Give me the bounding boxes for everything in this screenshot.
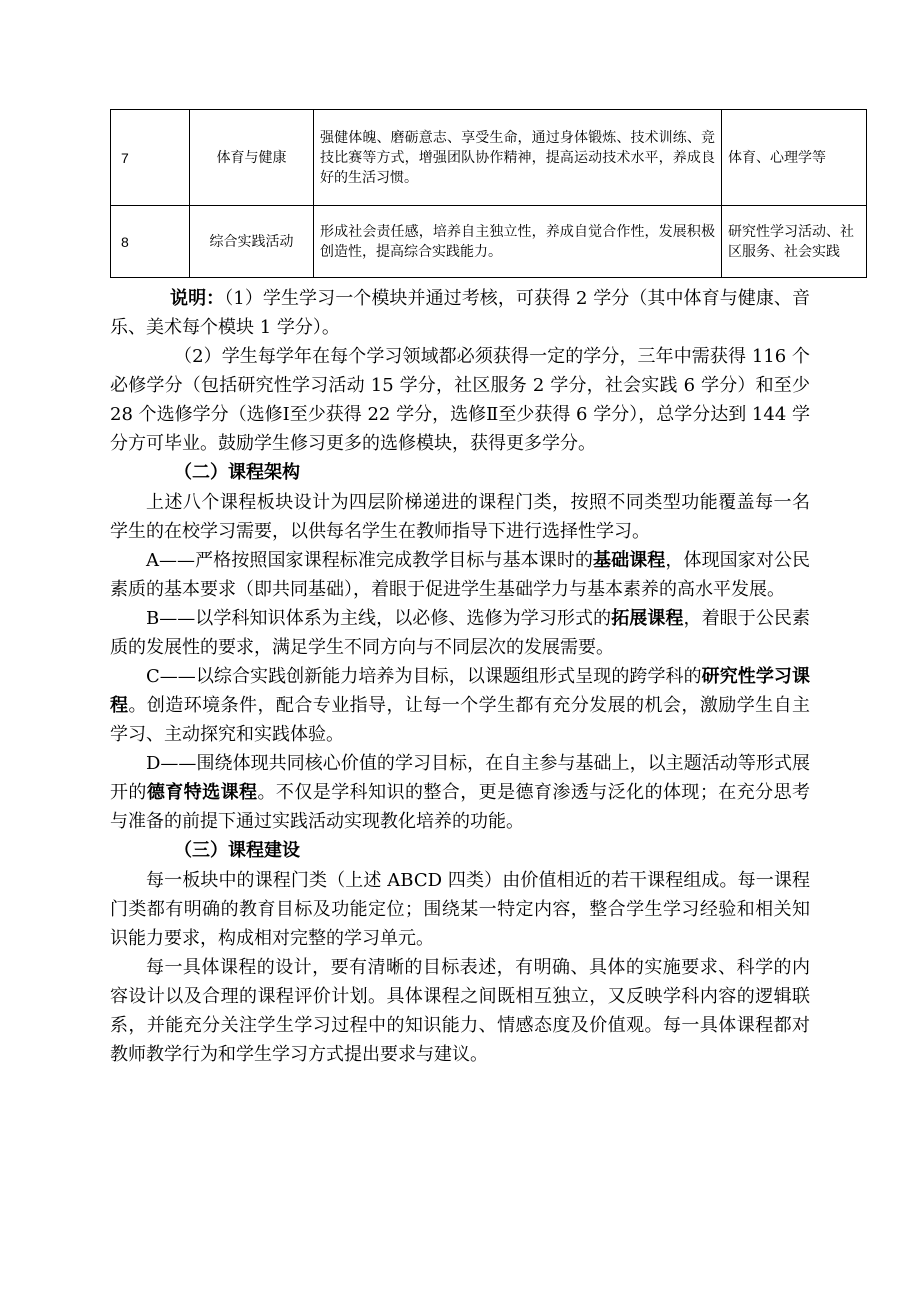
table-row — [111, 206, 867, 278]
learning-area: 体育与健康 — [190, 110, 314, 206]
learning-area: 综合实践活动 — [190, 206, 314, 278]
note-2: （2）学生每学年在每个学习领域都必须获得一定的学分，三年中需获得 116 个必修学分（包括研究性学习活动 15 学分，社区服务 2 学分，社会实践 6 学分）和至少 28 个选修学分（选修Ⅰ至少获得 22 学分，选修Ⅱ至少获得 6 学分），总学分达到 144 学分方可毕业。鼓励学生修习更多的选修模块，获得更多学分。 — [110, 346, 811, 454]
paragraph-c: C——以综合实践创新能力培养为目标，以课题组形式呈现的跨学科的研究性学习课程。创造环境条件，配合专业指导，让每一个学生都有充分发展的机会，激励学生自主学习、主动探究和实践体验。 — [110, 666, 811, 745]
note-1: 说明：（1）学生学习一个模块并通过考核，可获得 2 学分（其中体育与健康、音乐、美术每个模块 1 学分）。 — [110, 288, 810, 338]
subjects: 体育、心理学等 — [722, 110, 867, 206]
paragraph-d: D——围绕体现共同核心价值的学习目标，在自主参与基础上，以主题活动等形式展开的德育特选课程。不仅是学科知识的整合，更是德育渗透与泛化的体现；在充分思考与准备的前提下通过实践活动实现教化培养的功能。 — [110, 753, 811, 832]
course-goal: 形成社会责任感，培养自主独立性，养成自觉合作性，发展积极创造性，提高综合实践能力。 — [314, 206, 722, 278]
table-row — [111, 110, 867, 206]
row-number: 7 — [111, 110, 190, 206]
note-label: 说明： — [170, 288, 225, 309]
paragraph: 每一具体课程的设计，要有清晰的目标表述，有明确、具体的实施要求、科学的内容设计以及合理的课程评价计划。具体课程之间既相互独立，又反映学科内容的逻辑联系，并能充分关注学生学习过程中的知识能力、情感态度及价值观。每一具体课程都对教师教学行为和学生学习方式提出要求与建议。 — [110, 957, 810, 1065]
paragraph: 上述八个课程板块设计为四层阶梯递进的课程门类，按照不同类型功能覆盖每一名学生的在校学习需要，以供每名学生在教师指导下进行选择性学习。 — [110, 492, 810, 542]
row-number: 8 — [111, 206, 190, 278]
paragraph: 每一板块中的课程门类（上述 ABCD 四类）由价值相近的若干课程组成。每一课程门类都有明确的教育目标及功能定位；围绕某一特定内容，整合学生学习经验和相关知识能力要求，构成相对完整的学习单元。 — [110, 870, 810, 949]
section-heading: （二）课程架构 — [174, 462, 300, 483]
curriculum-table — [110, 109, 867, 278]
course-goal: 强健体魄、磨砺意志、享受生命，通过身体锻炼、技术训练、竞技比赛等方式，增强团队协作精神，提高运动技术水平，养成良好的生活习惯。 — [314, 110, 722, 206]
document-body — [110, 284, 810, 1069]
paragraph-a: A——严格按照国家课程标准完成教学目标与基本课时的基础课程，体现国家对公民素质的基本要求（即共同基础），着眼于促进学生基础学力与基本素养的高水平发展。 — [110, 550, 811, 600]
subjects: 研究性学习活动、社区服务、社会实践 — [722, 206, 867, 278]
paragraph-b: B——以学科知识体系为主线，以必修、选修为学习形式的拓展课程，着眼于公民素质的发展性的要求，满足学生不同方向与不同层次的发展需要。 — [110, 608, 811, 658]
section-heading: （三）课程建设 — [174, 840, 300, 861]
